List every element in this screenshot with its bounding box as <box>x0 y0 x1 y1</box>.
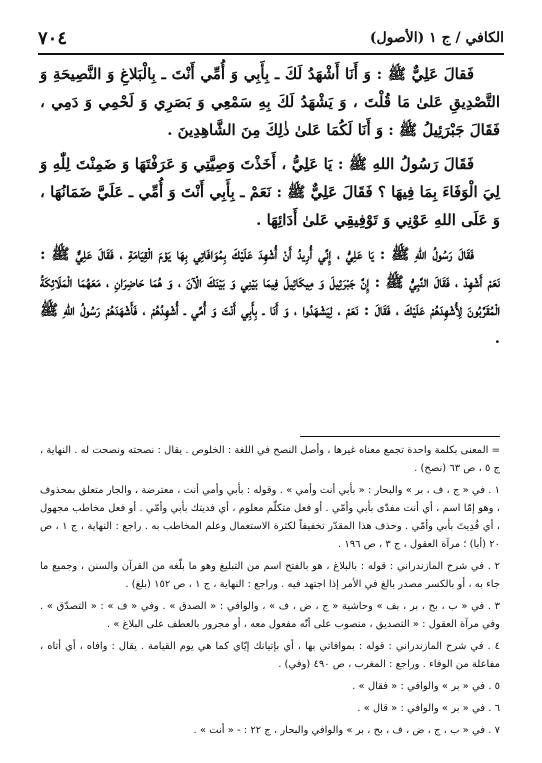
body-paragraph: فَقَالَ رَسُولُ اللهِ ﷺ : يَا عَلِيُّ ، إِنِّي أُرِيدُ أَنْ أُشْهِدَ عَلَيْكَ بِمُوَافَاتِي بِهَا يَوْمَ الْقِيَامَةِ ، فَقَالَ عَلِيٌّ ﷺ : نَعَمْ أَشْهِدْ ، فَقَالَ النَّبِيُّ ﷺ : إِنَّ جَبْرَئِيلَ وَ مِيكَائِيلَ فِيمَا بَيْنِي وَ بَيْنَكَ الْآنَ ، وَ هُمَا حَاضِرَانِ ، مَعَهُمَا الْمَلَائِكَةُ الْمُقَرَّبُونَ لِأُشْهِدَهُمْ عَلَيْكَ ، فَقَالَ : نَعَمْ ، لِيَشْهَدُوا ، وَ أَنَا ـ بِأَبِي أَنْتَ وَ أُمِّي ـ أُشْهِدُهُمْ ، فَأَشْهَدَهُمْ رَسُولُ اللهِ ﷺ . <box>40 245 500 347</box>
footnote: ١ . في « ج ، ف ، بر » والبحار : « بأبي أنت وأمي » . وقوله : بأبي وأمي أنت ، معترضة ، والجار متعلق بمحذوف ، وهو إمّا اسم ، أي أنت مفدّى بأبي وأمّي . أو فعل متكلّم معلوم ، أي فديتك بأبي وأمّي . أو فعل مخاطب مجهول ، أي فُدِيتَ بأبي وأمّي . وحذف هذا المقدّر تخفيفاً لكثرة الاستعمال وعلم المخاطب به . راجع : النهاية ، ج ١ ، ص ٢٠ (أبا) ؛ مرآة العقول ، ج ٣ ، ص ١٩٦ . <box>40 485 500 550</box>
footnote: = المعنى بكلمة واحدة تجمع معناه غيرها ، وأصل النصح في اللغة : الخلوص . يقال : نصحته ونصحت له . النهاية ، ج ٥ ، ص ٦٣ (نصح) . <box>40 445 500 474</box>
footnote-rule <box>300 436 500 437</box>
footnote: ٤ . في شرح المازندراني : قوله : بموافاتي بها ، أي بإتيانك إيّاي كما هي يوم القيامة . يقال : وافاه ، أي أتاه ، مفاعلة من الوفاء . وراجع : المغرب ، ص ٤٩٠ (وفي) . <box>40 641 500 670</box>
body-paragraph: فَقَالَ رَسُولُ اللهِ ﷺ : يَا عَلِيُّ ، أَخَذْتَ وَصِيَّتِي وَ عَرَفْتَهَا وَ ضَمِنْتَ لِلّٰهِ وَ لِيَ الْوَفَاءَ بِمَا فِيهَا ؟ فَقَالَ عَلِيٌّ ﷺ : نَعَمْ ـ بِأَبِي أَنْتَ وَ أُمِّي ـ عَلَيَّ ضَمَانُهَا ، وَ عَلَى اللهِ عَوْنِي وَ تَوْفِيقِي عَلىٰ أَدَائِهَا . <box>40 155 500 229</box>
header-rule <box>38 53 504 55</box>
footnotes <box>40 442 500 744</box>
body-paragraph: فَقالَ عَلِيٌّ ﷺ : وَ أَنَا أَشْهَدُ لَكَ ـ بِأَبِي وَ أُمِّي أَنْتَ ـ بِالْبَلاغِ وَ النَّصِيحَةِ وَ التَّصْدِيقِ عَلىٰ مَا قُلْتَ ، وَ يَشْهَدُ لَكَ بِهِ سَمْعِي وَ بَصَرِي وَ لَحْمِي وَ دَمِي ، فَقَالَ جَبْرَئِيلُ ﷺ : وَ أَنَا لَكُمَا عَلىٰ ذٰلِكَ مِنَ الشَّاهِدِينَ . <box>40 65 500 139</box>
footnote: ٦ . في « بر » والوافي : « قال » . <box>357 703 500 714</box>
page-header <box>38 28 504 50</box>
footnote: ٣ . في « ب ، بح ، بر ، بف » وحاشية « ج ، ض ، ف » ، والوافي : « الصدق » . وفي « ف » : « التصدّق » . وفي مرآة العقول : « التصديق ، منصوب على أنّه مفعول معه ، أو مجرور بالعطف على البلاغ » . <box>40 601 500 630</box>
running-title: الكافي / ج ١ (الأصول) <box>369 30 504 46</box>
footnote: ٥ . في « بر » والوافي : « فقال » . <box>352 681 500 692</box>
footnote: ٢ . في شرح المازندراني : قوله : بالبلاغ ، هو بالفتح اسم من التبليغ وهو ما بلّغه من القرآن والسنن ، وجميع ما جاء به ، أو بالكسر مصدر بالغ في الأمر إذا اجتهد فيه . وراجع : النهاية ، ج ١ ، ص ١٥٢ (بلغ) . <box>40 561 500 590</box>
page-number: ٧٠٤ <box>38 28 68 49</box>
footnote: ٧ . في « ب ، ج ، ض ، ف ، بح ، بر » والوافي والبحار ، ج ٢٢ : - « أنت » . <box>193 725 500 736</box>
main-text <box>40 60 500 358</box>
